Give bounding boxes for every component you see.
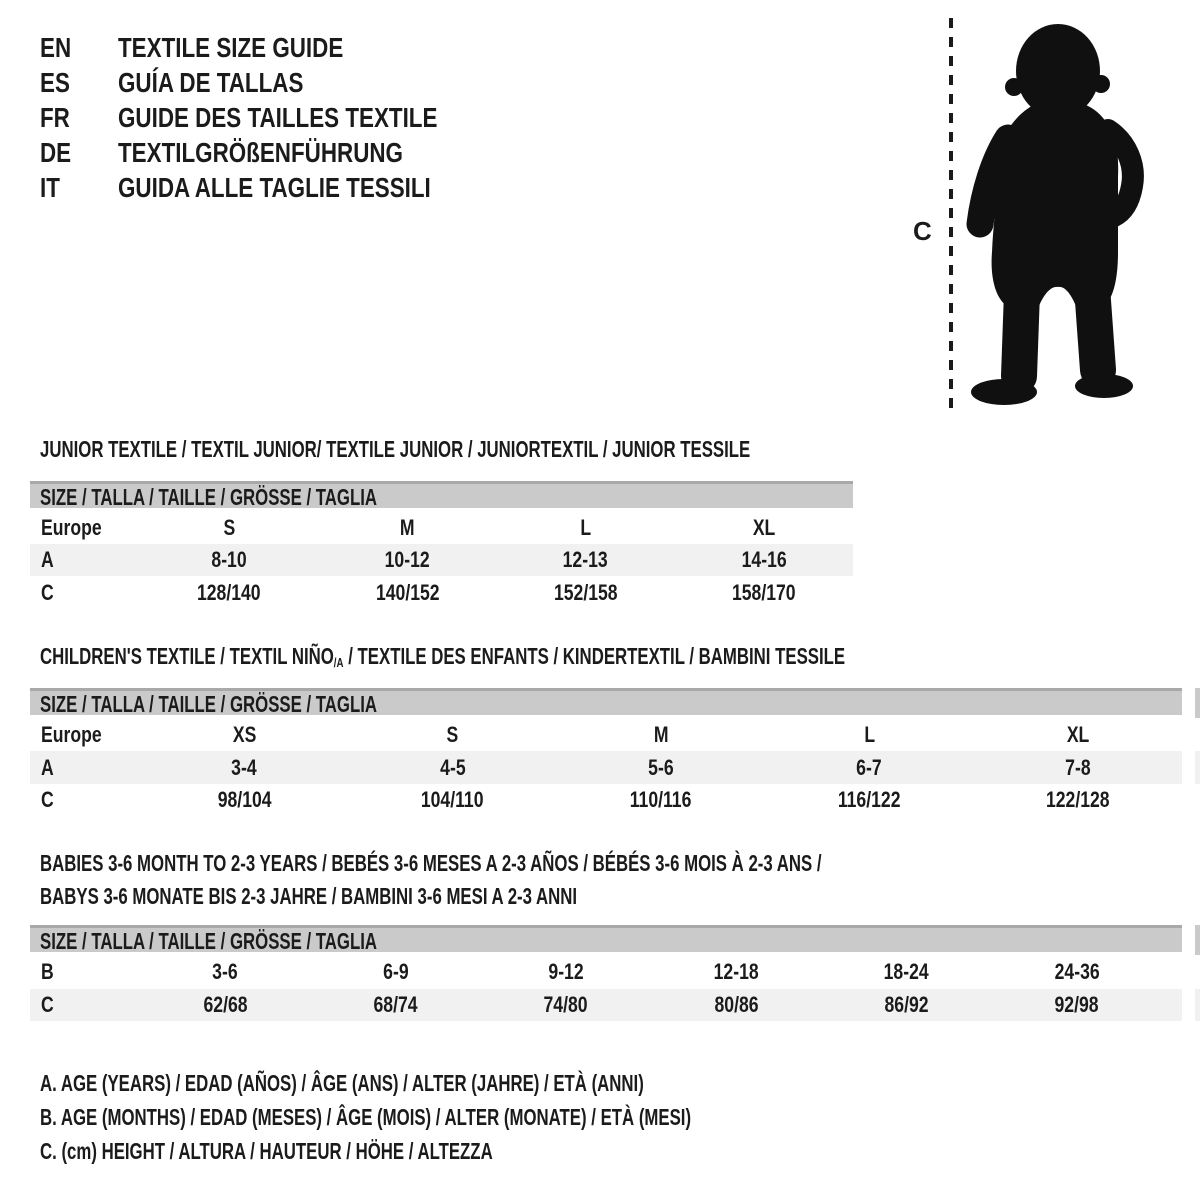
height-value: 116/122 (838, 787, 901, 812)
babies-age-row (30, 955, 1182, 989)
age-value: 12-18 (713, 959, 759, 984)
language-code: DE (40, 137, 72, 168)
baby-silhouette-svg (948, 14, 1148, 416)
language-list (40, 30, 517, 205)
age-value: 3-6 (212, 959, 238, 984)
age-value: 6-9 (382, 959, 409, 984)
row-label: C (41, 579, 54, 605)
size-label: XL (752, 514, 776, 540)
row-label: A (41, 754, 54, 780)
row-label: C (41, 992, 54, 1017)
age-value: 6-7 (856, 754, 883, 780)
age-value: 14-16 (741, 547, 787, 572)
table-edge-artifact (1195, 989, 1200, 1021)
heading-subscript: /A (333, 654, 344, 670)
legend (40, 1066, 932, 1168)
table-edge-artifact (1195, 751, 1200, 784)
age-value: 5-6 (648, 754, 674, 780)
language-title: GUÍA DE TALLAS (118, 67, 304, 98)
language-code: EN (40, 32, 72, 63)
row-label: C (41, 787, 54, 812)
height-value: 128/140 (197, 579, 261, 605)
junior-age-row (30, 544, 853, 576)
height-value: 140/152 (375, 579, 440, 605)
region-label: Europe (41, 514, 102, 540)
children-age-row (30, 751, 1182, 784)
baby-figure (948, 14, 1148, 421)
children-region-row (30, 718, 1182, 751)
height-value: 152/158 (553, 579, 618, 605)
height-value: 74/80 (543, 992, 588, 1017)
height-value: 98/104 (217, 787, 272, 812)
babies-height-row (30, 989, 1182, 1021)
language-title: GUIDA ALLE TAGLIE TESSILI (118, 172, 431, 203)
language-title: TEXTILE SIZE GUIDE (118, 32, 344, 63)
legend-line-b: B. AGE (MONTHS) / EDAD (MESES) / ÂGE (MOIS) / ALTER (MONATE) / ETÀ (MESI) (40, 1104, 692, 1130)
table-edge-artifact (1195, 688, 1200, 718)
junior-region-row (30, 511, 853, 544)
size-label: XS (232, 721, 256, 747)
height-value: 158/170 (732, 579, 796, 605)
height-value: 68/74 (373, 992, 418, 1017)
age-value: 4-5 (439, 754, 466, 780)
language-code: FR (40, 102, 70, 133)
table-edge-artifact (1195, 925, 1200, 955)
babies-section-heading: BABIES 3-6 MONTH TO 2-3 YEARS / BEBÉS 3-6 MESES A 2-3 AÑOS / BÉBÉS 3-6 MOIS À 2-3 ANS / BABYS 3-6 MONATE BIS 2-3 JAHRE / BAMBINI 3-6 MESI A 2-3 ANNI (40, 850, 822, 909)
age-value: 9-12 (548, 959, 584, 984)
age-value: 10-12 (384, 547, 430, 572)
junior-size-header-bar: SIZE / TALLA / TAILLE / GRÖSSE / TAGLIA (30, 481, 853, 508)
junior-section-heading: JUNIOR TEXTILE / TEXTIL JUNIOR/ TEXTILE JUNIOR / JUNIORTEXTIL / JUNIOR TESSILE (40, 436, 751, 462)
height-value: 110/116 (630, 787, 692, 812)
height-value: 86/92 (884, 992, 929, 1017)
age-value: 24-36 (1054, 959, 1100, 984)
children-size-header-bar: SIZE / TALLA / TAILLE / GRÖSSE / TAGLIA (30, 688, 1182, 715)
height-value: 92/98 (1054, 992, 1099, 1017)
age-value: 3-4 (231, 754, 257, 780)
size-label: M (400, 514, 415, 540)
size-label: L (864, 721, 875, 747)
baby-silhouette (971, 24, 1133, 405)
height-measure-label: C (913, 216, 932, 246)
babies-size-header-bar: SIZE / TALLA / TAILLE / GRÖSSE / TAGLIA (30, 925, 1182, 952)
language-title: GUIDE DES TAILLES TEXTILE (118, 102, 438, 133)
height-value: 122/128 (1045, 787, 1110, 812)
height-value: 80/86 (714, 992, 759, 1017)
height-value: 104/110 (421, 787, 484, 812)
size-label: M (653, 721, 669, 747)
size-label: XL (1066, 721, 1090, 747)
legend-line-c: C. (cm) HEIGHT / ALTURA / HAUTEUR / HÖHE / ALTEZZA (40, 1138, 493, 1164)
language-title: TEXTILGRÖßENFÜHRUNG (118, 137, 403, 168)
size-label: S (223, 514, 235, 540)
region-label: Europe (41, 721, 102, 747)
age-value: 12-13 (563, 547, 609, 572)
age-value: 18-24 (883, 959, 929, 984)
age-value: 7-8 (1065, 754, 1091, 780)
legend-line-a: A. AGE (YEARS) / EDAD (AÑOS) / ÂGE (ANS) / ALTER (JAHRE) / ETÀ (ANNI) (40, 1070, 644, 1096)
row-label: B (41, 959, 54, 984)
children-height-row (30, 784, 1182, 816)
junior-height-row (30, 576, 853, 609)
row-label: A (41, 547, 54, 572)
age-value: 8-10 (211, 547, 247, 572)
language-code: ES (40, 67, 70, 98)
children-section-heading: CHILDREN'S TEXTILE / TEXTIL NIÑO/A / TEXTILE DES ENFANTS / KINDERTEXTIL / BAMBINI TESSILE (40, 643, 846, 670)
size-label: L (580, 514, 591, 540)
height-value: 62/68 (203, 992, 248, 1017)
size-label: S (446, 721, 459, 747)
language-code: IT (40, 172, 60, 203)
